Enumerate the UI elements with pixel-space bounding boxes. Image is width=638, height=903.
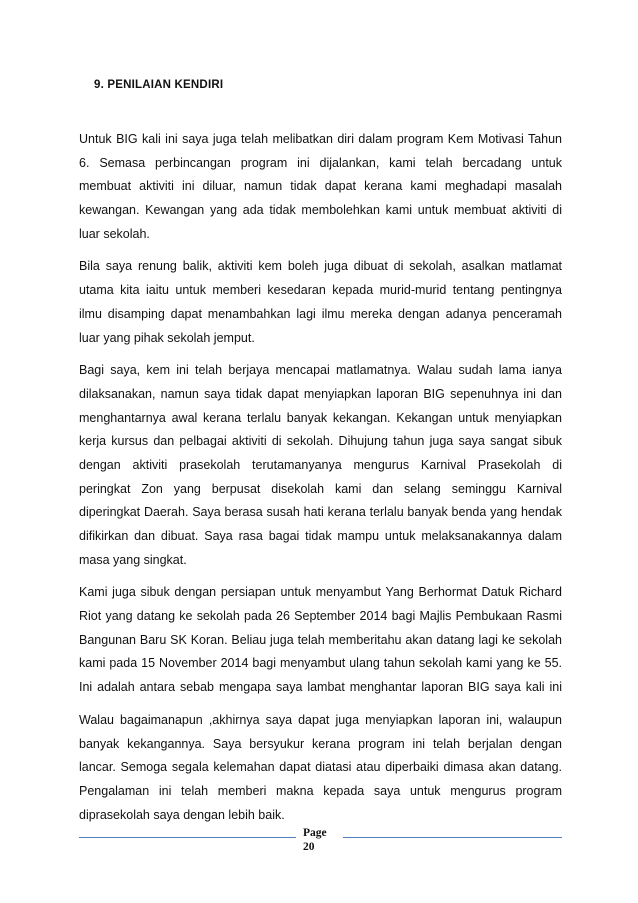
text-line: kami pada 15 November 2014 bagi menyambut ulang tahun sekolah kami yang ke 55. <box>79 656 562 671</box>
text-line: Ini adalah antara sebab mengapa saya lambat menghantar laporan BIG saya kali ini <box>79 680 562 695</box>
text-line: Pengalaman ini telah memberi makna kepada saya untuk mengurus program <box>79 783 562 798</box>
paragraph-2 <box>79 255 562 350</box>
page-number: 20 <box>303 841 315 853</box>
text-line: kerja kursus dan pelbagai aktiviti di sekolah. Dihujung tahun juga saya sangat sibuk <box>79 434 562 449</box>
page-label: Page <box>303 827 327 839</box>
text-line: Riot yang datang ke sekolah pada 26 September 2014 bagi Majlis Pembukaan Rasmi <box>79 609 562 624</box>
text-line: Bangunan Baru SK Koran. Beliau juga telah memberitahu akan datang lagi ke sekolah <box>79 632 562 647</box>
text-line: kewangan. Kewangan yang ada tidak membolehkan kami untuk membuat aktiviti di <box>79 203 562 218</box>
paragraph-1 <box>79 128 562 246</box>
page-footer <box>0 823 638 863</box>
text-line: dilaksanakan, namun saya tidak dapat menyiapkan laporan BIG sepenuhnya ini dan <box>79 386 562 401</box>
text-line: 6. Semasa perbincangan program ini dijalankan, kami telah bercadang untuk <box>79 155 562 170</box>
text-line: banyak kekangannya. Saya bersyukur kerana program ini telah berjalan dengan <box>79 736 562 751</box>
text-line: Bagi saya, kem ini telah berjaya mencapai matlamatnya. Walau sudah lama ianya <box>79 363 562 378</box>
text-line: utama kita iaitu untuk memberi kesedaran kepada murid-murid tentang pentingnya <box>79 283 562 298</box>
text-line: membuat aktiviti ini diluar, namun tidak dapat kerana kami meghadapi masalah <box>79 179 562 194</box>
section-heading: 9. PENILAIAN KENDIRI <box>94 79 224 91</box>
text-line: dengan aktiviti prasekolah terutamanyanya mengurus Karnival Prasekolah di <box>79 457 562 472</box>
text-line: difikirkan dan dibuat. Saya rasa bagai tidak mampu untuk melaksanakannya dalam <box>79 529 562 543</box>
page-number-block <box>303 826 327 854</box>
text-line: lancar. Semoga segala kelemahan dapat diatasi atau diperbaiki dimasa akan datang. <box>79 760 562 775</box>
footer-rule-right <box>343 837 562 838</box>
text-line: diperingkat Daerah. Saya berasa susah hati kerana terlalu banyak benda yang hendak <box>79 505 562 520</box>
paragraph-4 <box>79 581 562 699</box>
paragraph-5 <box>79 709 562 827</box>
text-line: Walau bagaimanapun ,akhirnya saya dapat juga menyiapkan laporan ini, walaupun <box>79 712 562 727</box>
text-line: Bila saya renung balik, aktiviti kem boleh juga dibuat di sekolah, asalkan matlamat <box>79 259 562 274</box>
footer-rule-left <box>79 837 296 838</box>
body-text <box>79 128 562 836</box>
text-line: luar yang pihak sekolah jemput. <box>79 330 255 345</box>
text-line: diprasekolah saya dengan lebih baik. <box>79 807 285 822</box>
text-line: Kami juga sibuk dengan persiapan untuk menyambut Yang Berhormat Datuk Richard <box>79 585 562 600</box>
text-line: luar sekolah. <box>79 226 150 241</box>
text-line: ilmu disamping dapat menambahkan lagi ilmu mereka dengan adanya penceramah <box>79 306 562 321</box>
text-line: masa yang singkat. <box>79 552 187 567</box>
paragraph-3 <box>79 359 562 572</box>
text-line: menghantarnya awal kerana terlalu banyak kekangan. Kekangan untuk menyiapkan <box>79 410 562 425</box>
text-line: Untuk BIG kali ini saya juga telah melibatkan diri dalam program Kem Motivasi Tahun <box>79 132 562 146</box>
text-line: peringkat Zon yang berpusat disekolah kami dan selang seminggu Karnival <box>79 481 562 496</box>
